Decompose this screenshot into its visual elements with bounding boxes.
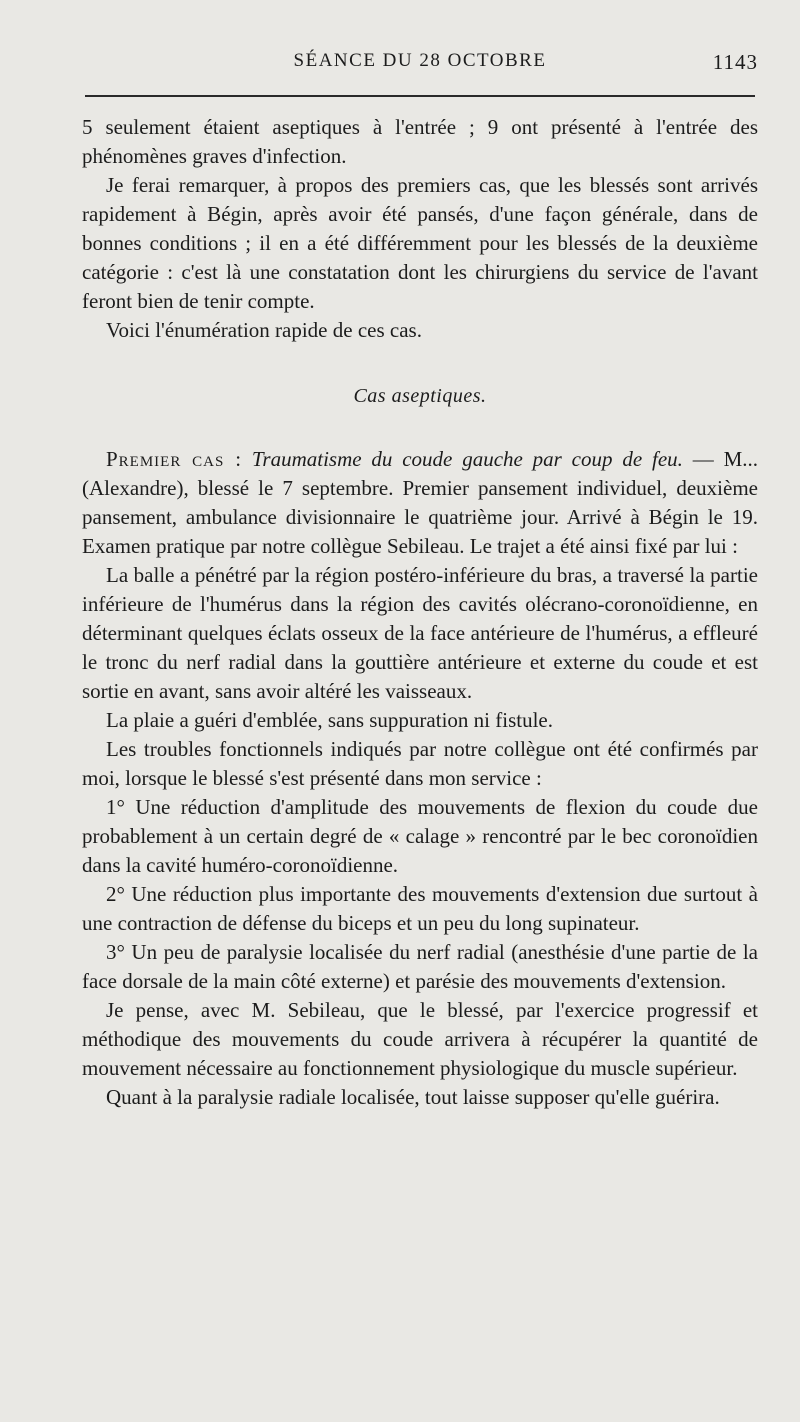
running-head: [82, 46, 758, 86]
list-item: 3° Un peu de paralysie localisée du nerf radial (anesthésie d'une partie de la face dorsale de la main côté externe) et parésie des mouvements d'extension.: [82, 940, 758, 993]
case-label: Premier cas :: [106, 447, 243, 471]
header-rule: [85, 95, 755, 97]
paragraph: La plaie a guéri d'emblée, sans suppuration ni fistule.: [106, 708, 553, 732]
paragraph: Je ferai remarquer, à propos des premiers cas, que les blessés sont arrivés rapidement à Bégin, après avoir été pansés, d'une façon générale, dans de bonnes conditions ; il en a été différemment pour les blessés de la deuxième catégorie : c'est là une constatation dont les chirurgiens du service de l'avant feront bien de tenir compte.: [82, 173, 758, 313]
paragraph: Les troubles fonctionnels indiqués par notre collègue ont été confirmés par moi, lorsque le blessé s'est présenté dans mon service :: [82, 737, 758, 790]
list-item: 1° Une réduction d'amplitude des mouvements de flexion du coude due probablement à un certain degré de « calage » rencontré par le bec coronoïdien dans la cavité huméro-coronoïdienne.: [82, 795, 758, 877]
list-item: 2° Une réduction plus importante des mouvements d'extension due surtout à une contraction de défense du biceps et un peu du long supinateur.: [82, 882, 758, 935]
case-title: Traumatisme du coude gauche par coup de feu.: [251, 447, 683, 471]
paragraph: La balle a pénétré par la région postéro-inférieure du bras, a traversé la partie inférieure de l'humérus dans la région des cavités olécrano-coronoïdienne, en déterminant quelques éclats osseux de la face antérieure de l'humérus, a effleuré le tronc du nerf radial dans la gouttière antérieure et externe du coude et est sortie en avant, sans avoir altéré les vaisseaux.: [82, 563, 758, 703]
body-text: [82, 113, 758, 1112]
running-title: SÉANCE DU 28 OCTOBRE: [293, 50, 547, 71]
paragraph: 5 seulement étaient aseptiques à l'entrée ; 9 ont présenté à l'entrée des phénomènes graves d'infection.: [82, 115, 758, 168]
case-paragraph: [82, 445, 758, 561]
section-title: Cas aseptiques.: [353, 385, 487, 407]
case-text: — M... (Alexandre), blessé le 7 septembre. Premier pansement individuel, deuxième pansement, ambulance divisionnaire le quatrième jour. Arrivé à Bégin le 19. Examen pratique par notre collègue Sebileau. Le trajet a été ainsi fixé par lui :: [82, 447, 758, 558]
paragraph: Voici l'énumération rapide de ces cas.: [106, 318, 422, 342]
page-number: 1143: [712, 50, 758, 74]
paragraph: Quant à la paralysie radiale localisée, tout laisse supposer qu'elle guérira.: [106, 1085, 720, 1109]
paragraph: Je pense, avec M. Sebileau, que le blessé, par l'exercice progressif et méthodique des mouvements du coude arrivera à récupérer la quantité de mouvement nécessaire au fonctionnement physiologique du muscle supérieur.: [82, 998, 758, 1080]
